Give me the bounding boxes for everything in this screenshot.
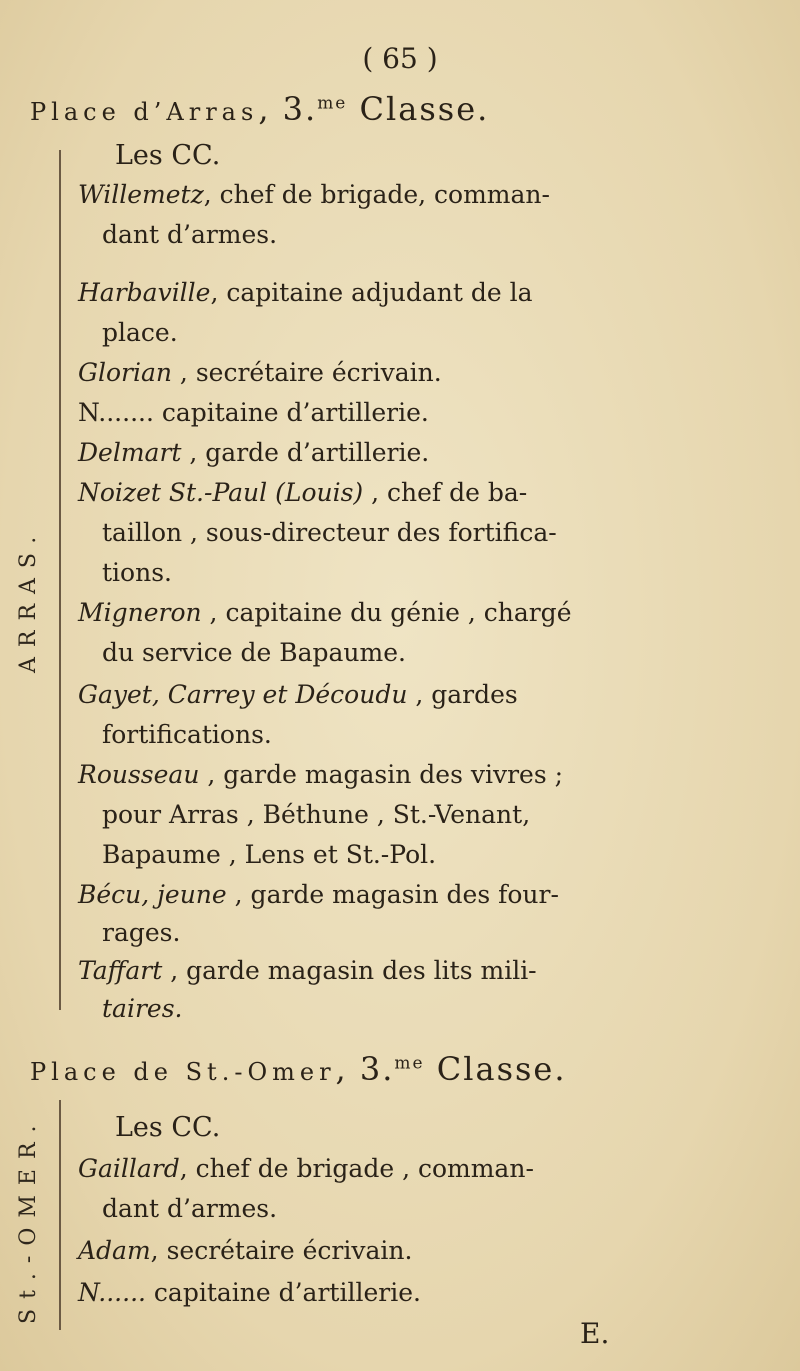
margin-rule [59, 1100, 61, 1330]
list-item-cont: Bapaume , Lens et St.-Pol. [102, 840, 437, 869]
list-item: Noizet St.-Paul (Louis) , chef de ba- [78, 478, 528, 507]
heading-class-word: Classe. [359, 90, 490, 128]
catchword: E. [580, 1317, 610, 1350]
heading-class-number: , 3. [258, 90, 318, 128]
heading-city: Omer [247, 1058, 336, 1086]
list-item-cont: rages. [102, 918, 181, 947]
list-item: Adam, secrétaire écrivain. [78, 1236, 413, 1265]
list-item: Bécu, jeune , garde magasin des four- [78, 880, 559, 909]
margin-rule [59, 150, 61, 1010]
list-item-cont: pour Arras , Béthune , St.-Venant, [102, 800, 531, 829]
subheading: Les CC. [115, 1112, 221, 1143]
heading-prefix: Place de St.- [30, 1058, 248, 1086]
list-item-cont: place. [102, 318, 178, 347]
subheading: Les CC. [115, 140, 221, 171]
heading-class-number: , 3. [335, 1050, 395, 1088]
heading-city: Arras [166, 98, 259, 126]
list-item: Migneron , capitaine du génie , chargé [78, 598, 572, 627]
list-item-cont: dant d’armes. [102, 1194, 278, 1223]
list-item: N....... capitaine d’artillerie. [78, 398, 429, 427]
heading-class-sup: me [317, 93, 348, 114]
heading-class-word: Classe. [436, 1050, 567, 1088]
list-item: Harbaville, capitaine adjudant de la [78, 278, 533, 307]
side-label-arras: ARRAS. [16, 526, 41, 674]
side-label-st-omer: St.-OMER. [16, 1115, 41, 1325]
section-heading-arras [30, 90, 489, 128]
list-item: Willemetz, chef de brigade, comman- [78, 180, 550, 209]
page-number: ( 65 ) [362, 42, 438, 75]
heading-prefix: Place d’ [30, 98, 167, 126]
list-item-cont: tions. [102, 558, 172, 587]
heading-class-sup: me [394, 1053, 425, 1074]
list-item-cont: du service de Bapaume. [102, 638, 406, 667]
list-item: Glorian , secrétaire écrivain. [78, 358, 442, 387]
list-item: Gayet, Carrey et Découdu , gardes [78, 680, 518, 709]
list-item: Taffart , garde magasin des lits mili- [78, 956, 537, 985]
list-item: Delmart , garde d’artillerie. [78, 438, 430, 467]
list-item-cont: taires. [102, 994, 183, 1023]
list-item: Gaillard, chef de brigade , comman- [78, 1154, 534, 1183]
section-heading-st-omer [30, 1050, 567, 1088]
list-item-cont: dant d’armes. [102, 220, 278, 249]
list-item-cont: taillon , sous-directeur des fortifica- [102, 518, 557, 547]
list-item: Rousseau , garde magasin des vivres ; [78, 760, 564, 789]
list-item-cont: fortifications. [102, 720, 272, 749]
list-item: N...... capitaine d’artillerie. [78, 1278, 421, 1307]
